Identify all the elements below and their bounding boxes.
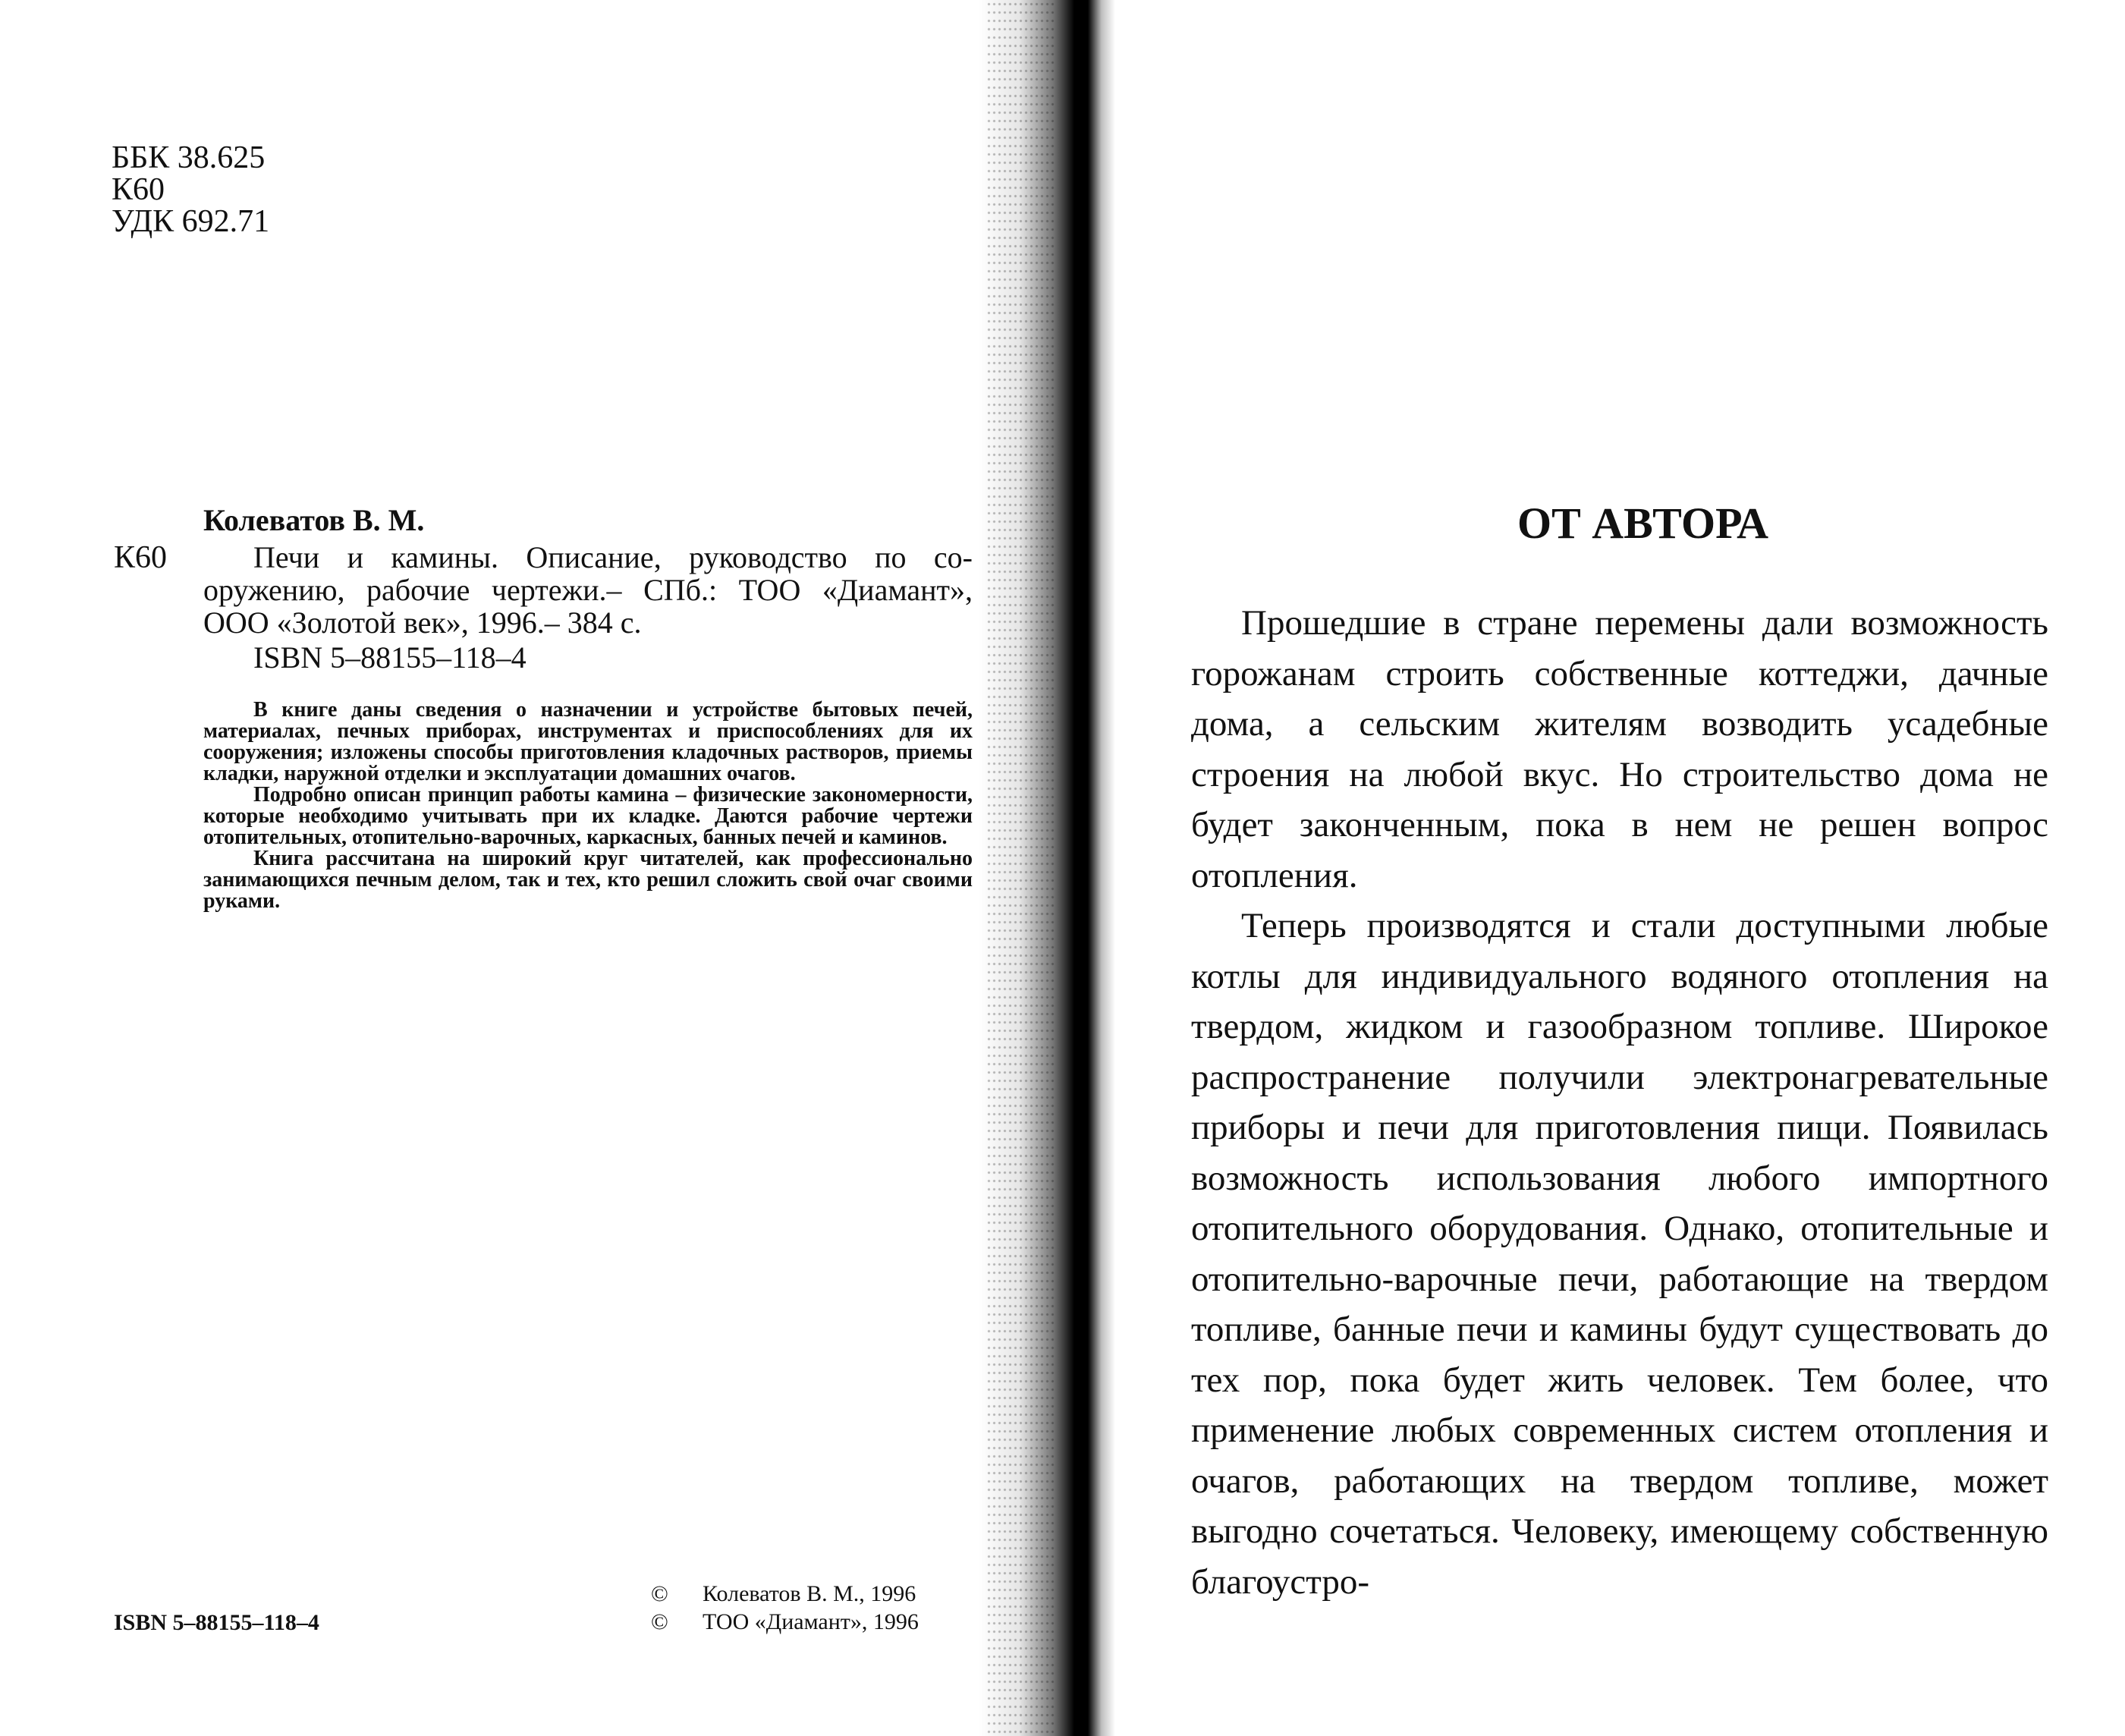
spine-scan-noise	[986, 0, 1055, 1736]
copyright-symbol: ©	[651, 1609, 668, 1634]
body-paragraph: Прошедшие в стране перемены дали возможность горожанам строить собственные коттеджи, дачные дома, а сельским жителям возводить усадебные строения на любой вкус. Но строительство дома не будет законченным, пока в нем не решен вопрос отопления.	[1191, 603, 2048, 895]
author-mark: К60	[112, 172, 165, 207]
catalog-card-isbn: ISBN 5–88155–118–4	[253, 640, 527, 675]
catalog-card-code: К60	[114, 540, 168, 575]
section-title: ОТ АВТОРА	[1517, 498, 1769, 548]
imprint-page	[0, 0, 1039, 1736]
copyright-holder: ТОО «Диамант», 1996	[703, 1609, 919, 1634]
body-paragraph: Теперь производятся и стали доступными любые котлы для индивидуального водяного отопления на твердом, жидком и газообразном топливе. Широкое распространение получили электронагревательные приборы и печи для приготовления пищи. Появилась возможность использования любого импортного отопительного оборудования. Однако, отопительные и отопительно-варочные печи, работающие на твердом топливе, банные печи и камины будут существовать до тех пор, пока будет жить человек. Тем более, что применение любых современных систем отопления и очагов, работающих на твердом топливе, может выгодно сочетаться. Человеку, имеющему собственную благоустро-	[1191, 906, 2048, 1602]
copyright-notices	[651, 1580, 919, 1636]
footer-isbn: ISBN 5–88155–118–4	[114, 1610, 319, 1635]
copyright-line	[651, 1580, 919, 1608]
copyright-line	[651, 1608, 919, 1636]
classification-block	[112, 142, 269, 237]
copyright-holder: Колеватов В. М., 1996	[703, 1581, 916, 1606]
annotation-paragraph: Книга рассчитана на широкий круг читателей, как профессионально занимающихся печным делом, так и тех, кто решил сложить свой очаг своими руками.	[203, 847, 973, 913]
annotation-paragraph: Подробно описан принцип работы камина – физические закономерности, которые необходимо учитывать при их кладке. Даются рабочие чертежи отопительных, отопительно-варочных, каркасных, банных печей и каминов.	[203, 783, 973, 849]
foreword-page	[1115, 0, 2125, 1736]
foreword-body	[1191, 598, 2048, 1607]
catalog-card-description: Печи и камины. Описание, руководство по сооружению, рабочие чертежи.– СПб.: ТОО «Диамант», ООО «Золотой век», 1996.– 384 с.	[203, 540, 973, 640]
annotation-paragraph: В книге даны сведения о назначении и устройстве бытовых печей, материалах, печных приборах, инструментах и приспособлениях для их сооружения; изложены способы приготовления кладочных растворов, приемы кладки, наружной отделки и эксплуатации домашних очагов.	[203, 698, 973, 785]
udk-index: УДК 692.71	[112, 204, 270, 239]
bbk-index: ББК 38.625	[112, 140, 266, 175]
copyright-symbol: ©	[651, 1581, 668, 1606]
annotation	[203, 700, 973, 912]
catalog-card-author: Колеватов В. М.	[203, 503, 425, 537]
